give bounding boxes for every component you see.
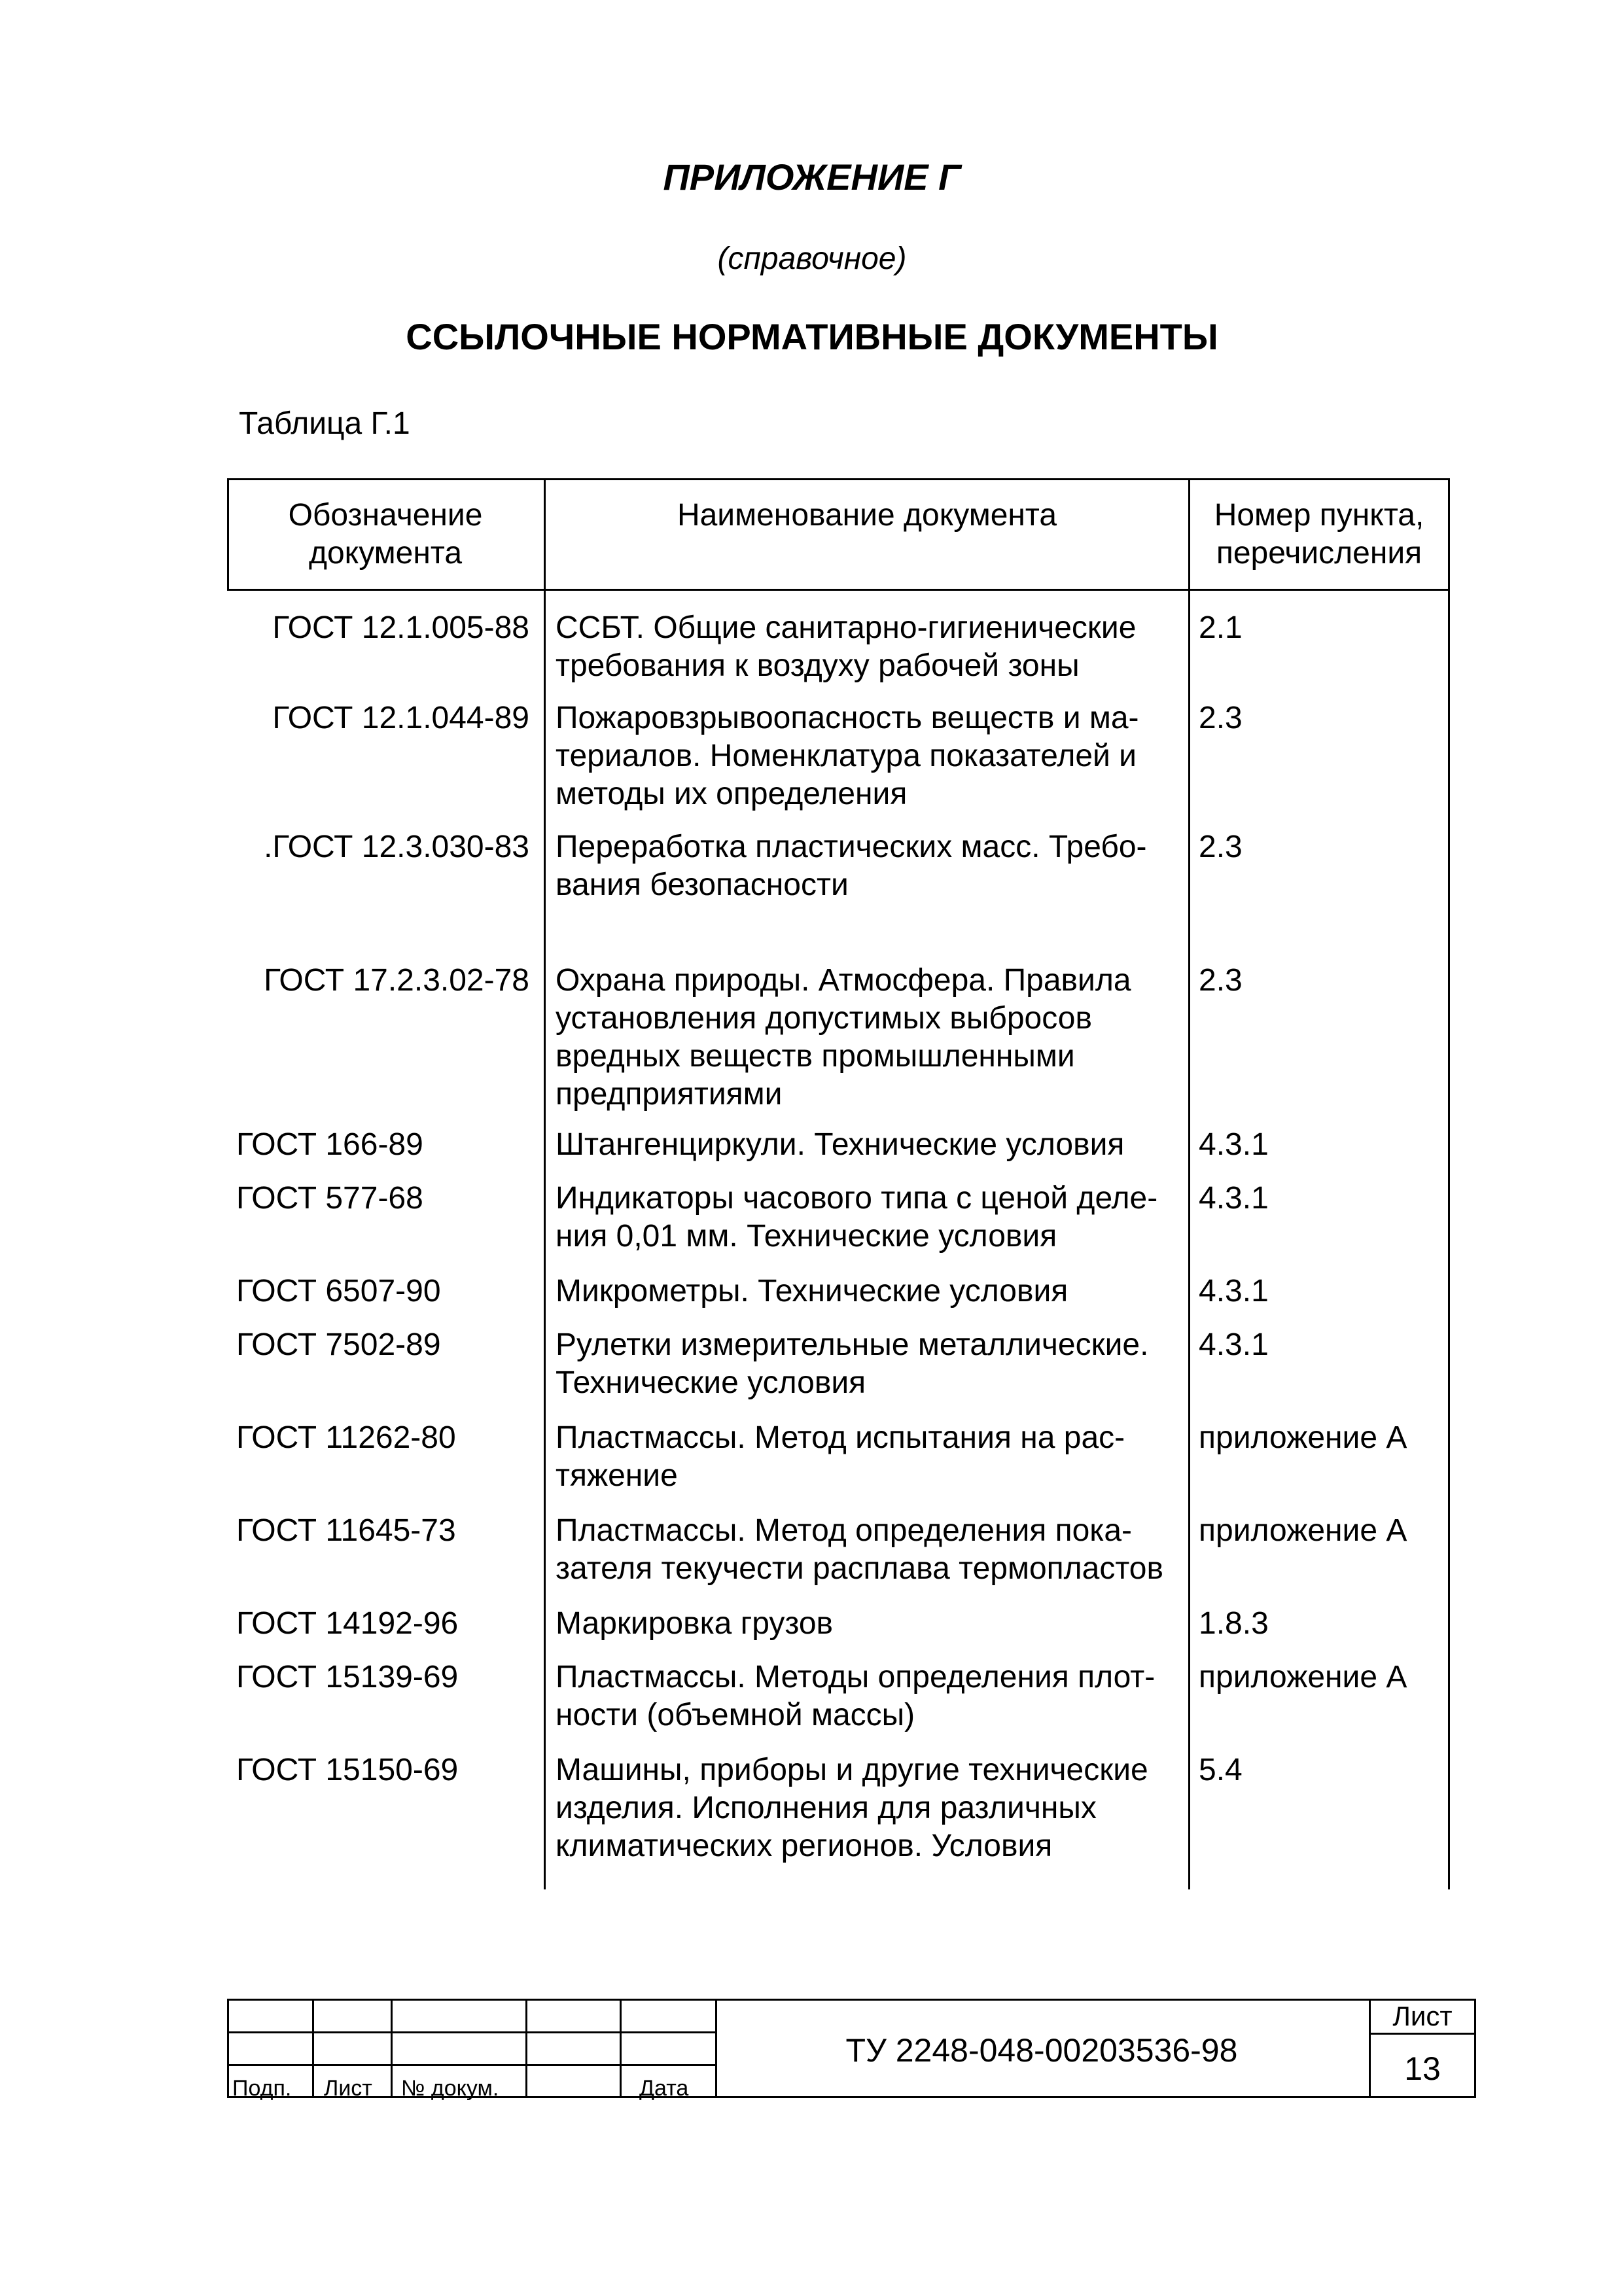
reference-documents-table xyxy=(227,478,1450,1889)
row-document-name-line: Пластмассы. Метод определения пока- xyxy=(556,1513,1133,1548)
row-designation: ГОСТ 11262-80 xyxy=(236,1420,456,1455)
row-document-name-line: установления допустимых выбросов xyxy=(556,1001,1092,1036)
row-item-number: 2.3 xyxy=(1199,701,1243,735)
row-document-name-line: зателя текучести расплава термопластов xyxy=(556,1551,1163,1586)
header-designation-line: Обозначение xyxy=(288,498,483,533)
row-document-name-line: Охрана природы. Атмосфера. Правила xyxy=(556,963,1131,998)
header-document-name-line: Наименование документа xyxy=(677,498,1057,533)
row-document-name-line: предприятиями xyxy=(556,1077,783,1112)
header-item-number xyxy=(1190,497,1448,572)
row-document-name xyxy=(556,1180,1157,1255)
row-item-number: 2.3 xyxy=(1199,963,1243,998)
sheet-number: 13 xyxy=(1404,2050,1441,2087)
table-header-bottom-border xyxy=(227,589,1450,591)
row-document-name-line: Пожаровзрывоопасность веществ и ма- xyxy=(556,701,1139,735)
row-designation: ГОСТ 12.1.005-88 xyxy=(272,610,529,645)
row-document-name-line: климатических регионов. Условия xyxy=(556,1829,1053,1863)
header-designation-line: документа xyxy=(308,536,463,570)
row-document-name-line: териалов. Номенклатура показателей и xyxy=(556,739,1137,773)
row-document-name xyxy=(556,1751,1148,1865)
row-document-name-line: ССБТ. Общие санитарно-гигиенические xyxy=(556,610,1137,645)
label-doc-number: № докум. xyxy=(401,2076,499,2101)
title-block-left-border xyxy=(227,1999,229,2098)
header-designation xyxy=(227,497,544,572)
row-document-name-line: Рулетки измерительные металлические. xyxy=(556,1327,1149,1362)
row-designation: ГОСТ 577-68 xyxy=(236,1181,423,1216)
row-document-name-line: ности (объемной массы) xyxy=(556,1698,915,1732)
row-document-name xyxy=(556,1419,1125,1495)
row-item-number: 1.8.3 xyxy=(1199,1606,1269,1641)
row-document-name xyxy=(556,1605,833,1643)
document-code: ТУ 2248-048-00203536-98 xyxy=(845,2032,1238,2069)
row-document-name-line: ния 0,01 мм. Технические условия xyxy=(556,1219,1057,1254)
header-item-number-line: Номер пункта, xyxy=(1214,498,1424,533)
title-block-col-line xyxy=(620,1999,622,2098)
row-document-name-line: Пластмассы. Методы определения плот- xyxy=(556,1660,1156,1694)
row-document-name-line: Пластмассы. Метод испытания на рас- xyxy=(556,1420,1125,1455)
row-document-name-line: изделия. Исполнения для различных xyxy=(556,1791,1097,1825)
label-signature: Подп. xyxy=(232,2076,292,2101)
row-document-name-line: методы их определения xyxy=(556,777,908,811)
appendix-subtitle: (справочное) xyxy=(717,241,907,276)
row-designation: ГОСТ 14192-96 xyxy=(236,1606,459,1641)
row-document-name-line: Переработка пластических масс. Требо- xyxy=(556,830,1147,864)
row-document-name-line: вредных веществ промышленными xyxy=(556,1039,1075,1074)
row-document-name-line: тяжение xyxy=(556,1458,678,1493)
label-date: Дата xyxy=(639,2076,689,2101)
row-item-number: 2.1 xyxy=(1199,610,1243,645)
row-document-name xyxy=(556,1272,1068,1310)
row-document-name-line: Машины, приборы и другие технические xyxy=(556,1753,1148,1787)
row-document-name-line: Штангенциркули. Технические условия xyxy=(556,1127,1125,1162)
row-document-name xyxy=(556,962,1131,1114)
row-item-number: 5.4 xyxy=(1199,1753,1243,1787)
row-designation: ГОСТ 17.2.3.02-78 xyxy=(264,963,529,998)
title-block-row-line xyxy=(227,2031,715,2033)
row-document-name xyxy=(556,699,1139,813)
row-item-number: 4.3.1 xyxy=(1199,1274,1269,1308)
document-title: ССЫЛОЧНЫЕ НОРМАТИВНЫЕ ДОКУМЕНТЫ xyxy=(406,316,1218,357)
appendix-title: ПРИЛОЖЕНИЕ Г xyxy=(663,156,961,198)
row-item-number: приложение А xyxy=(1199,1660,1407,1694)
title-block-col-line xyxy=(391,1999,393,2098)
row-designation: .ГОСТ 12.3.030-83 xyxy=(264,830,529,864)
row-document-name-line: требования к воздуху рабочей зоны xyxy=(556,648,1080,683)
row-document-name-line: Маркировка грузов xyxy=(556,1606,834,1641)
title-block-sheet-divider xyxy=(1369,2033,1476,2035)
label-sheet: Лист xyxy=(324,2076,372,2101)
table-divider-code-name xyxy=(544,478,546,1889)
table-caption: Таблица Г.1 xyxy=(239,406,410,441)
row-document-name xyxy=(556,609,1136,685)
row-document-name-line: Индикаторы часового типа с ценой деле- xyxy=(556,1181,1158,1216)
title-block-top-border xyxy=(227,1999,1476,2001)
row-document-name xyxy=(556,1512,1163,1588)
title-block-col-line xyxy=(312,1999,314,2098)
row-designation: ГОСТ 15139-69 xyxy=(236,1660,459,1694)
row-designation: ГОСТ 12.1.044-89 xyxy=(272,701,529,735)
row-designation: ГОСТ 166-89 xyxy=(236,1127,423,1162)
row-designation: ГОСТ 6507-90 xyxy=(236,1274,441,1308)
row-document-name-line: Технические условия xyxy=(556,1365,866,1400)
title-block xyxy=(227,1999,1476,2101)
sheet-label: Лист xyxy=(1392,2001,1453,2031)
title-block-col-line xyxy=(525,1999,527,2098)
row-item-number: 4.3.1 xyxy=(1199,1327,1269,1362)
row-document-name xyxy=(556,1658,1155,1734)
table-right-border xyxy=(1448,478,1450,1889)
table-top-border xyxy=(227,478,1450,480)
row-item-number: приложение А xyxy=(1199,1420,1407,1455)
row-document-name xyxy=(556,828,1147,904)
row-item-number: 4.3.1 xyxy=(1199,1181,1269,1216)
row-designation: ГОСТ 7502-89 xyxy=(236,1327,441,1362)
row-document-name-line: вания безопасности xyxy=(556,868,849,902)
row-document-name xyxy=(556,1326,1148,1402)
row-document-name-line: Микрометры. Технические условия xyxy=(556,1274,1068,1308)
row-item-number: 4.3.1 xyxy=(1199,1127,1269,1162)
header-item-number-line: перечисления xyxy=(1216,536,1422,570)
table-divider-name-item xyxy=(1188,478,1190,1889)
title-block-row-line xyxy=(227,2064,715,2066)
row-designation: ГОСТ 11645-73 xyxy=(236,1513,456,1548)
header-document-name xyxy=(546,497,1188,535)
row-item-number: 2.3 xyxy=(1199,830,1243,864)
row-document-name xyxy=(556,1126,1124,1164)
row-designation: ГОСТ 15150-69 xyxy=(236,1753,459,1787)
row-item-number: приложение А xyxy=(1199,1513,1407,1548)
